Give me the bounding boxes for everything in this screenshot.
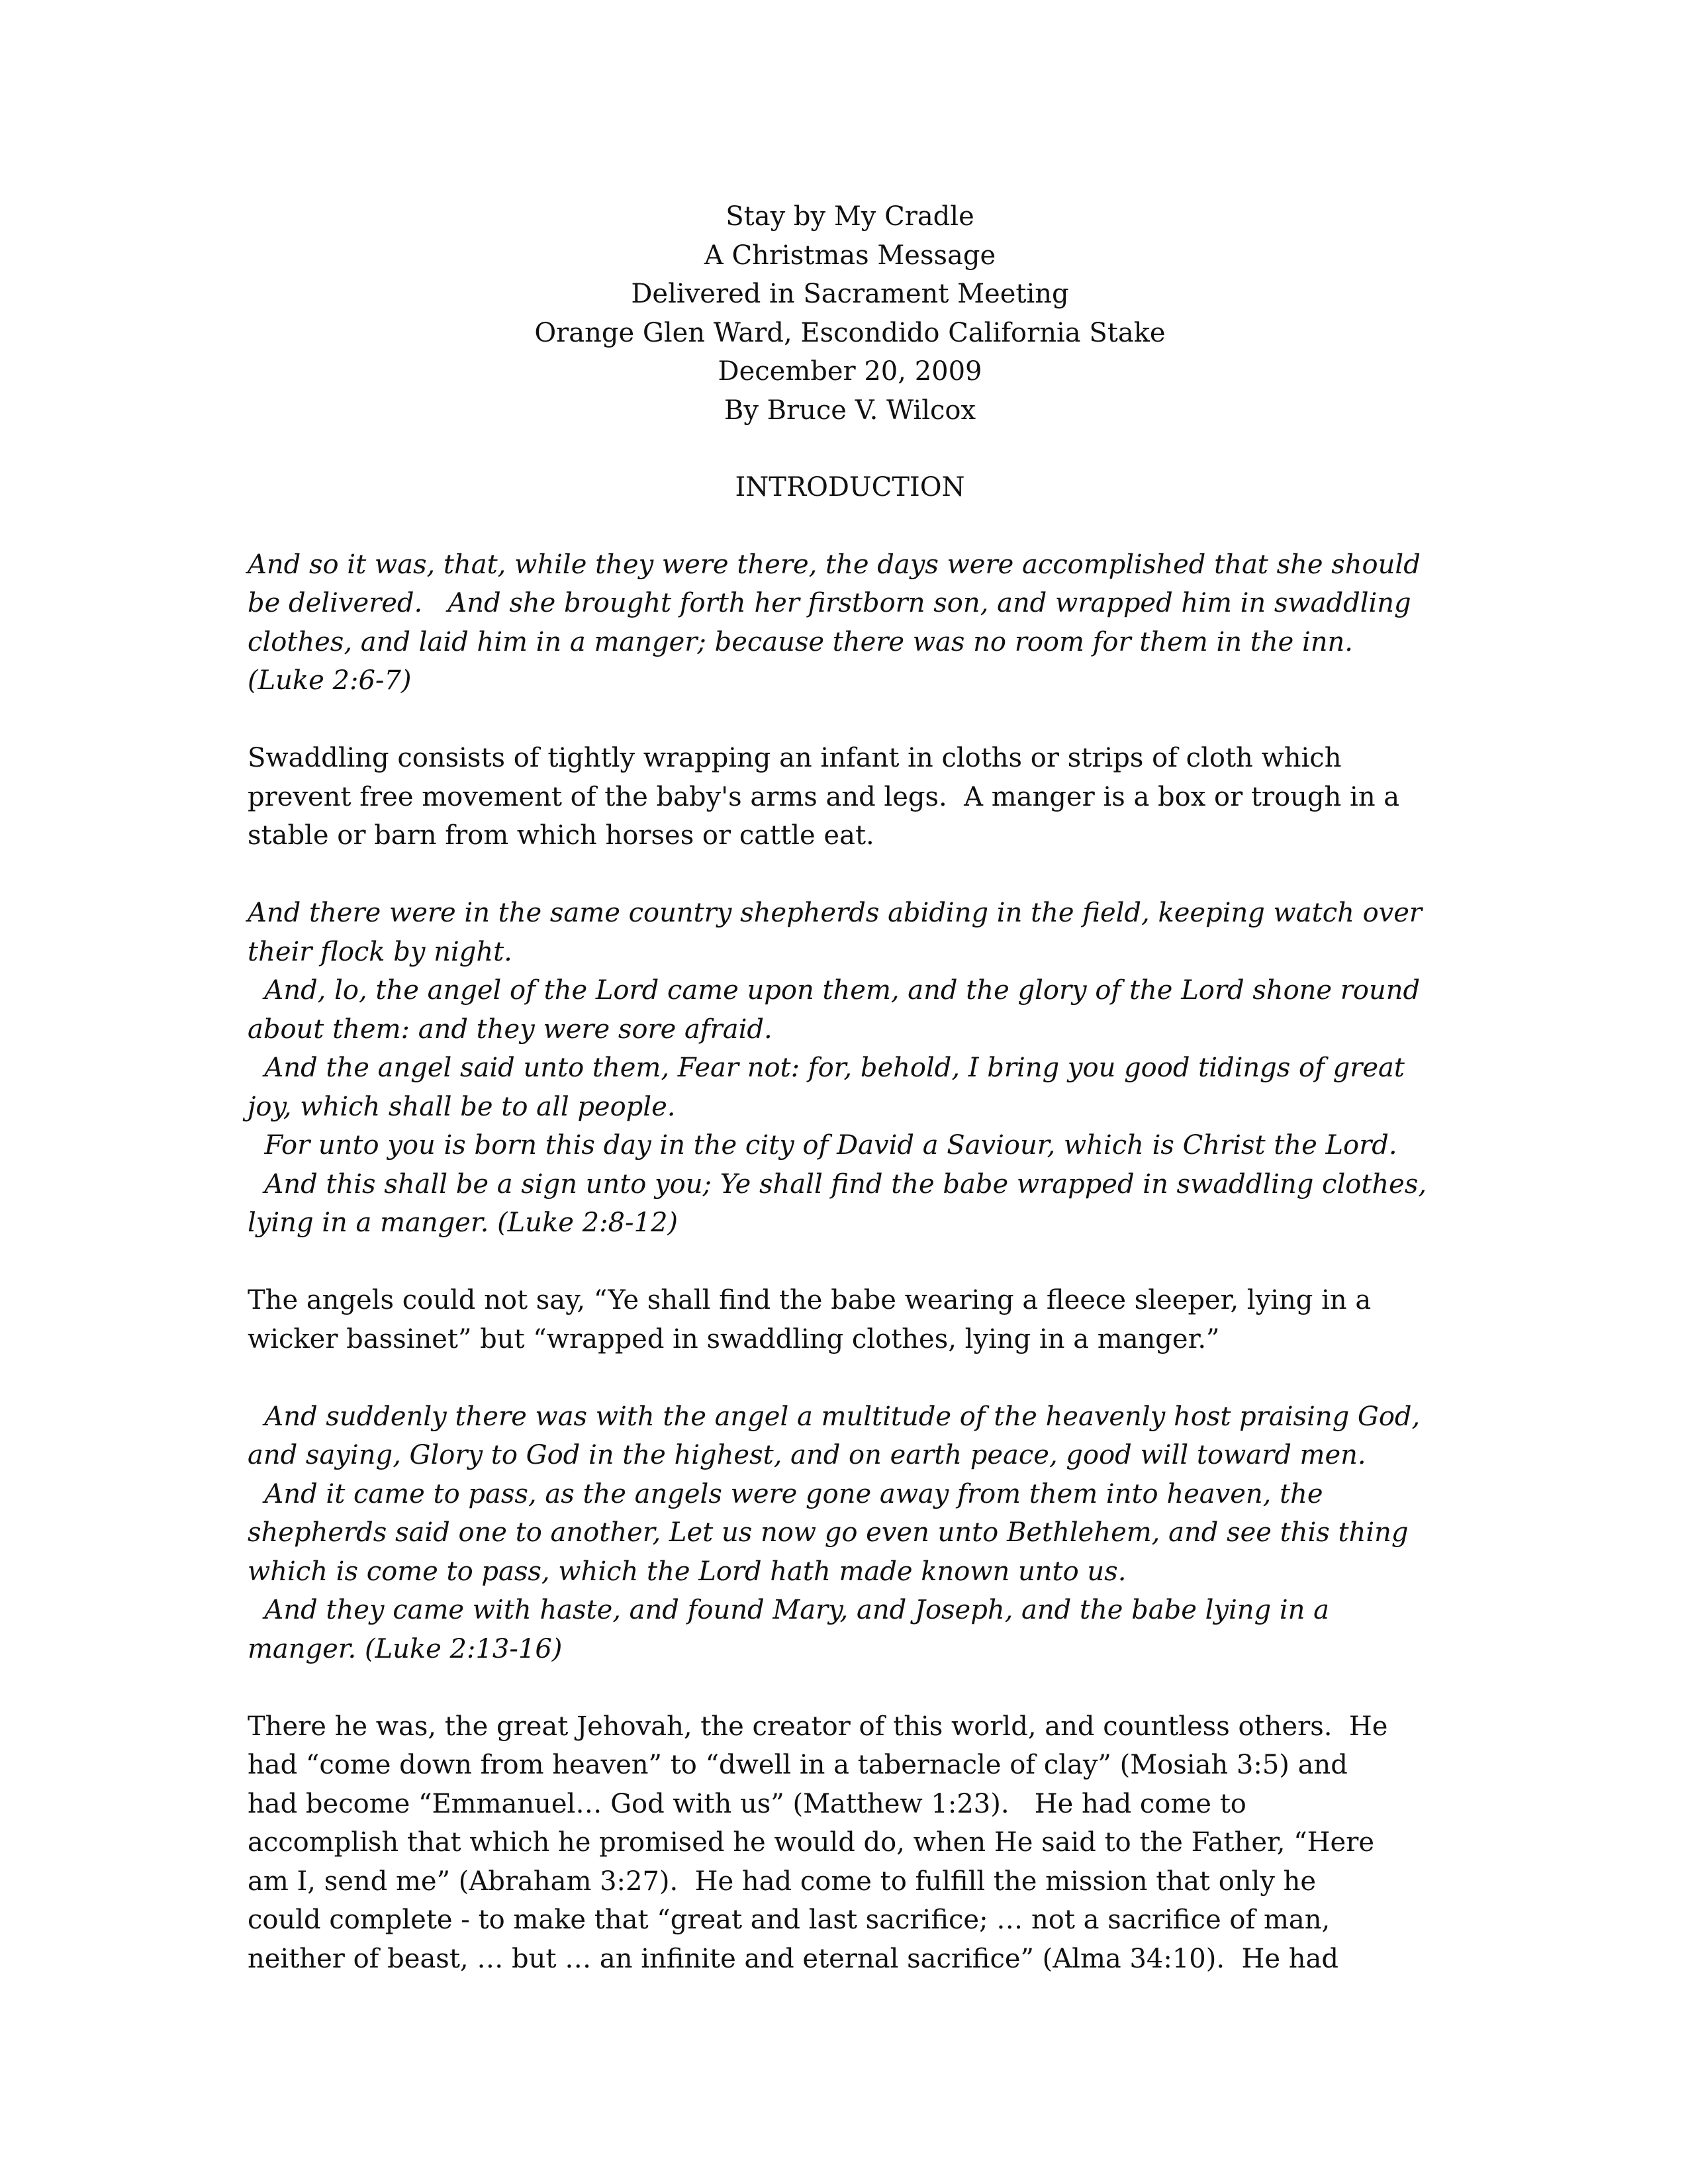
text-line: And there were in the same country shepherds abiding in the field, keeping watch over xyxy=(248,898,1423,928)
text-line: had become “Emmanuel… God with us” (Matthew 1:23). He had come to xyxy=(248,1788,1246,1819)
scripture-paragraph-3 xyxy=(248,1398,1452,1669)
text-line: prevent free movement of the baby's arms and legs. A manger is a box or trough in a xyxy=(248,781,1400,812)
text-line: And, lo, the angel of the Lord came upon them, and the glory of the Lord shone round xyxy=(248,975,1421,1006)
text-line: their flock by night. xyxy=(248,936,512,967)
text-line: And the angel said unto them, Fear not: for, behold, I bring you good tidings of great xyxy=(248,1053,1405,1083)
text-line: And they came with haste, and found Mary, and Joseph, and the babe lying in a xyxy=(248,1595,1330,1625)
text-line: be delivered. And she brought forth her firstborn son, and wrapped him in swaddling xyxy=(248,588,1411,618)
document-title: Stay by My Cradle xyxy=(726,201,974,232)
text-line: and saying, Glory to God in the highest, and on earth peace, good will toward men. xyxy=(248,1440,1366,1470)
text-line: And this shall be a sign unto you; Ye shall find the babe wrapped in swaddling clothes, xyxy=(248,1168,1427,1200)
text-line: There he was, the great Jehovah, the creator of this world, and countless others. He xyxy=(248,1711,1388,1742)
text-line: manger. (Luke 2:13-16) xyxy=(248,1633,563,1664)
text-line: stable or barn from which horses or cattle eat. xyxy=(248,820,874,851)
text-line: about them: and they were sore afraid. xyxy=(248,1014,773,1045)
text-line: And it came to pass, as the angels were gone away from them into heaven, the xyxy=(248,1478,1323,1509)
title-block xyxy=(248,197,1452,430)
text-line: am I, send me” (Abraham 3:27). He had come to fulfill the mission that only he xyxy=(248,1866,1317,1897)
text-line: clothes, and laid him in a manger; because there was no room for them in the inn. xyxy=(248,626,1354,657)
document-subtitle: A Christmas Message xyxy=(704,240,996,271)
text-line: neither of beast, … but … an infinite and eternal sacrifice” (Alma 34:10). He had xyxy=(248,1943,1338,1974)
document-content xyxy=(248,197,1452,1978)
body-paragraph-3 xyxy=(248,1707,1452,1979)
delivery-context: Delivered in Sacrament Meeting xyxy=(631,279,1069,309)
text-line: shepherds said one to another, Let us now go even unto Bethlehem, and see this thing xyxy=(248,1517,1409,1548)
body-paragraph-2 xyxy=(248,1281,1452,1358)
text-line: lying in a manger. (Luke 2:8-12) xyxy=(248,1208,679,1238)
text-line: For unto you is born this day in the city of David a Saviour, which is Christ the Lord. xyxy=(248,1130,1397,1161)
text-line: which is come to pass, which the Lord hath made known unto us. xyxy=(248,1556,1127,1587)
section-heading: INTRODUCTION xyxy=(735,472,965,502)
text-line: And so it was, that, while they were there, the days were accomplished that she should xyxy=(248,549,1421,580)
text-line: joy, which shall be to all people. xyxy=(248,1091,676,1122)
document-date: December 20, 2009 xyxy=(718,356,982,387)
text-line: had “come down from heaven” to “dwell in a tabernacle of clay” (Mosiah 3:5) and xyxy=(248,1750,1348,1780)
text-line: accomplish that which he promised he would do, when He said to the Father, “Here xyxy=(248,1827,1375,1858)
text-line: (Luke 2:6-7) xyxy=(248,665,412,696)
text-line: And suddenly there was with the angel a multitude of the heavenly host praising God, xyxy=(248,1401,1421,1432)
ward-stake: Orange Glen Ward, Escondido California Stake xyxy=(534,317,1166,348)
scripture-paragraph-1 xyxy=(248,546,1452,700)
text-line: wicker bassinet” but “wrapped in swaddling clothes, lying in a manger.” xyxy=(248,1323,1220,1354)
text-line: The angels could not say, “Ye shall find the babe wearing a fleece sleeper, lying in a xyxy=(248,1285,1372,1315)
document-author: By Bruce V. Wilcox xyxy=(724,395,976,426)
text-line: could complete - to make that “great and last sacrifice; … not a sacrifice of man, xyxy=(248,1905,1331,1935)
text-line: Swaddling consists of tightly wrapping an infant in cloths or strips of cloth which xyxy=(248,743,1342,773)
body-paragraph-1 xyxy=(248,739,1452,855)
scripture-paragraph-2 xyxy=(248,894,1452,1243)
